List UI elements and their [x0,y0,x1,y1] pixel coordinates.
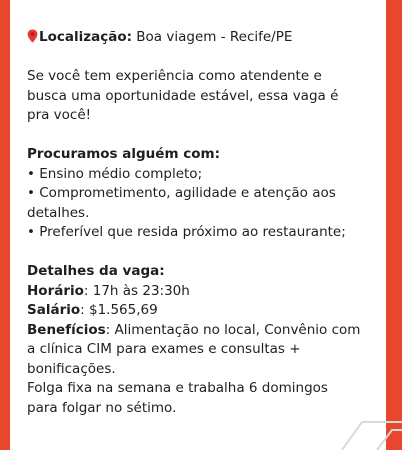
location-label: Localização: [39,29,132,45]
salary-value: : $1.565,69 [80,302,158,318]
schedule-line [27,282,385,302]
intro-line: pra você! [27,107,92,123]
corner-decoration [282,400,402,450]
requirements-heading: Procuramos alguém com: [27,146,220,162]
salary-line [27,301,385,321]
job-post-card [10,0,386,450]
benefits-line: bonificações. [27,360,116,377]
job-post-content [27,28,385,418]
requirement-line: • Comprometimento, agilidade e atenção aos [27,185,336,201]
benefits-line [27,321,385,341]
location-line [27,28,385,48]
intro-paragraph [27,67,385,126]
requirement-line: • Preferível que resida próximo ao restaurante; [27,224,346,240]
benefits-line: a clínica CIM para exames e consultas + [27,341,301,357]
details-heading: Detalhes da vaga: [27,263,165,279]
salary-label: Salário [27,302,81,318]
schedule-label: Horário [27,282,84,299]
benefits-label: Benefícios [27,321,106,338]
requirement-line: detalhes. [27,204,90,221]
details-section [27,262,385,418]
dayoff-line: Folga fixa na semana e trabalha 6 domingos [27,380,328,396]
requirement-line: • Ensino médio completo; [27,165,203,182]
schedule-value: : 17h às 23:30h [83,282,190,299]
requirements-section [27,145,385,243]
benefits-value: : Alimentação no local, Convênio com [105,321,361,338]
location-pin-icon [27,29,38,43]
dayoff-line: para folgar no sétimo. [27,399,177,416]
intro-line: Se você tem experiência como atendente e [27,68,322,84]
intro-line: busca uma oportunidade estável, essa vaga é [27,87,339,104]
location-value: Boa viagem - Recife/PE [132,29,293,45]
